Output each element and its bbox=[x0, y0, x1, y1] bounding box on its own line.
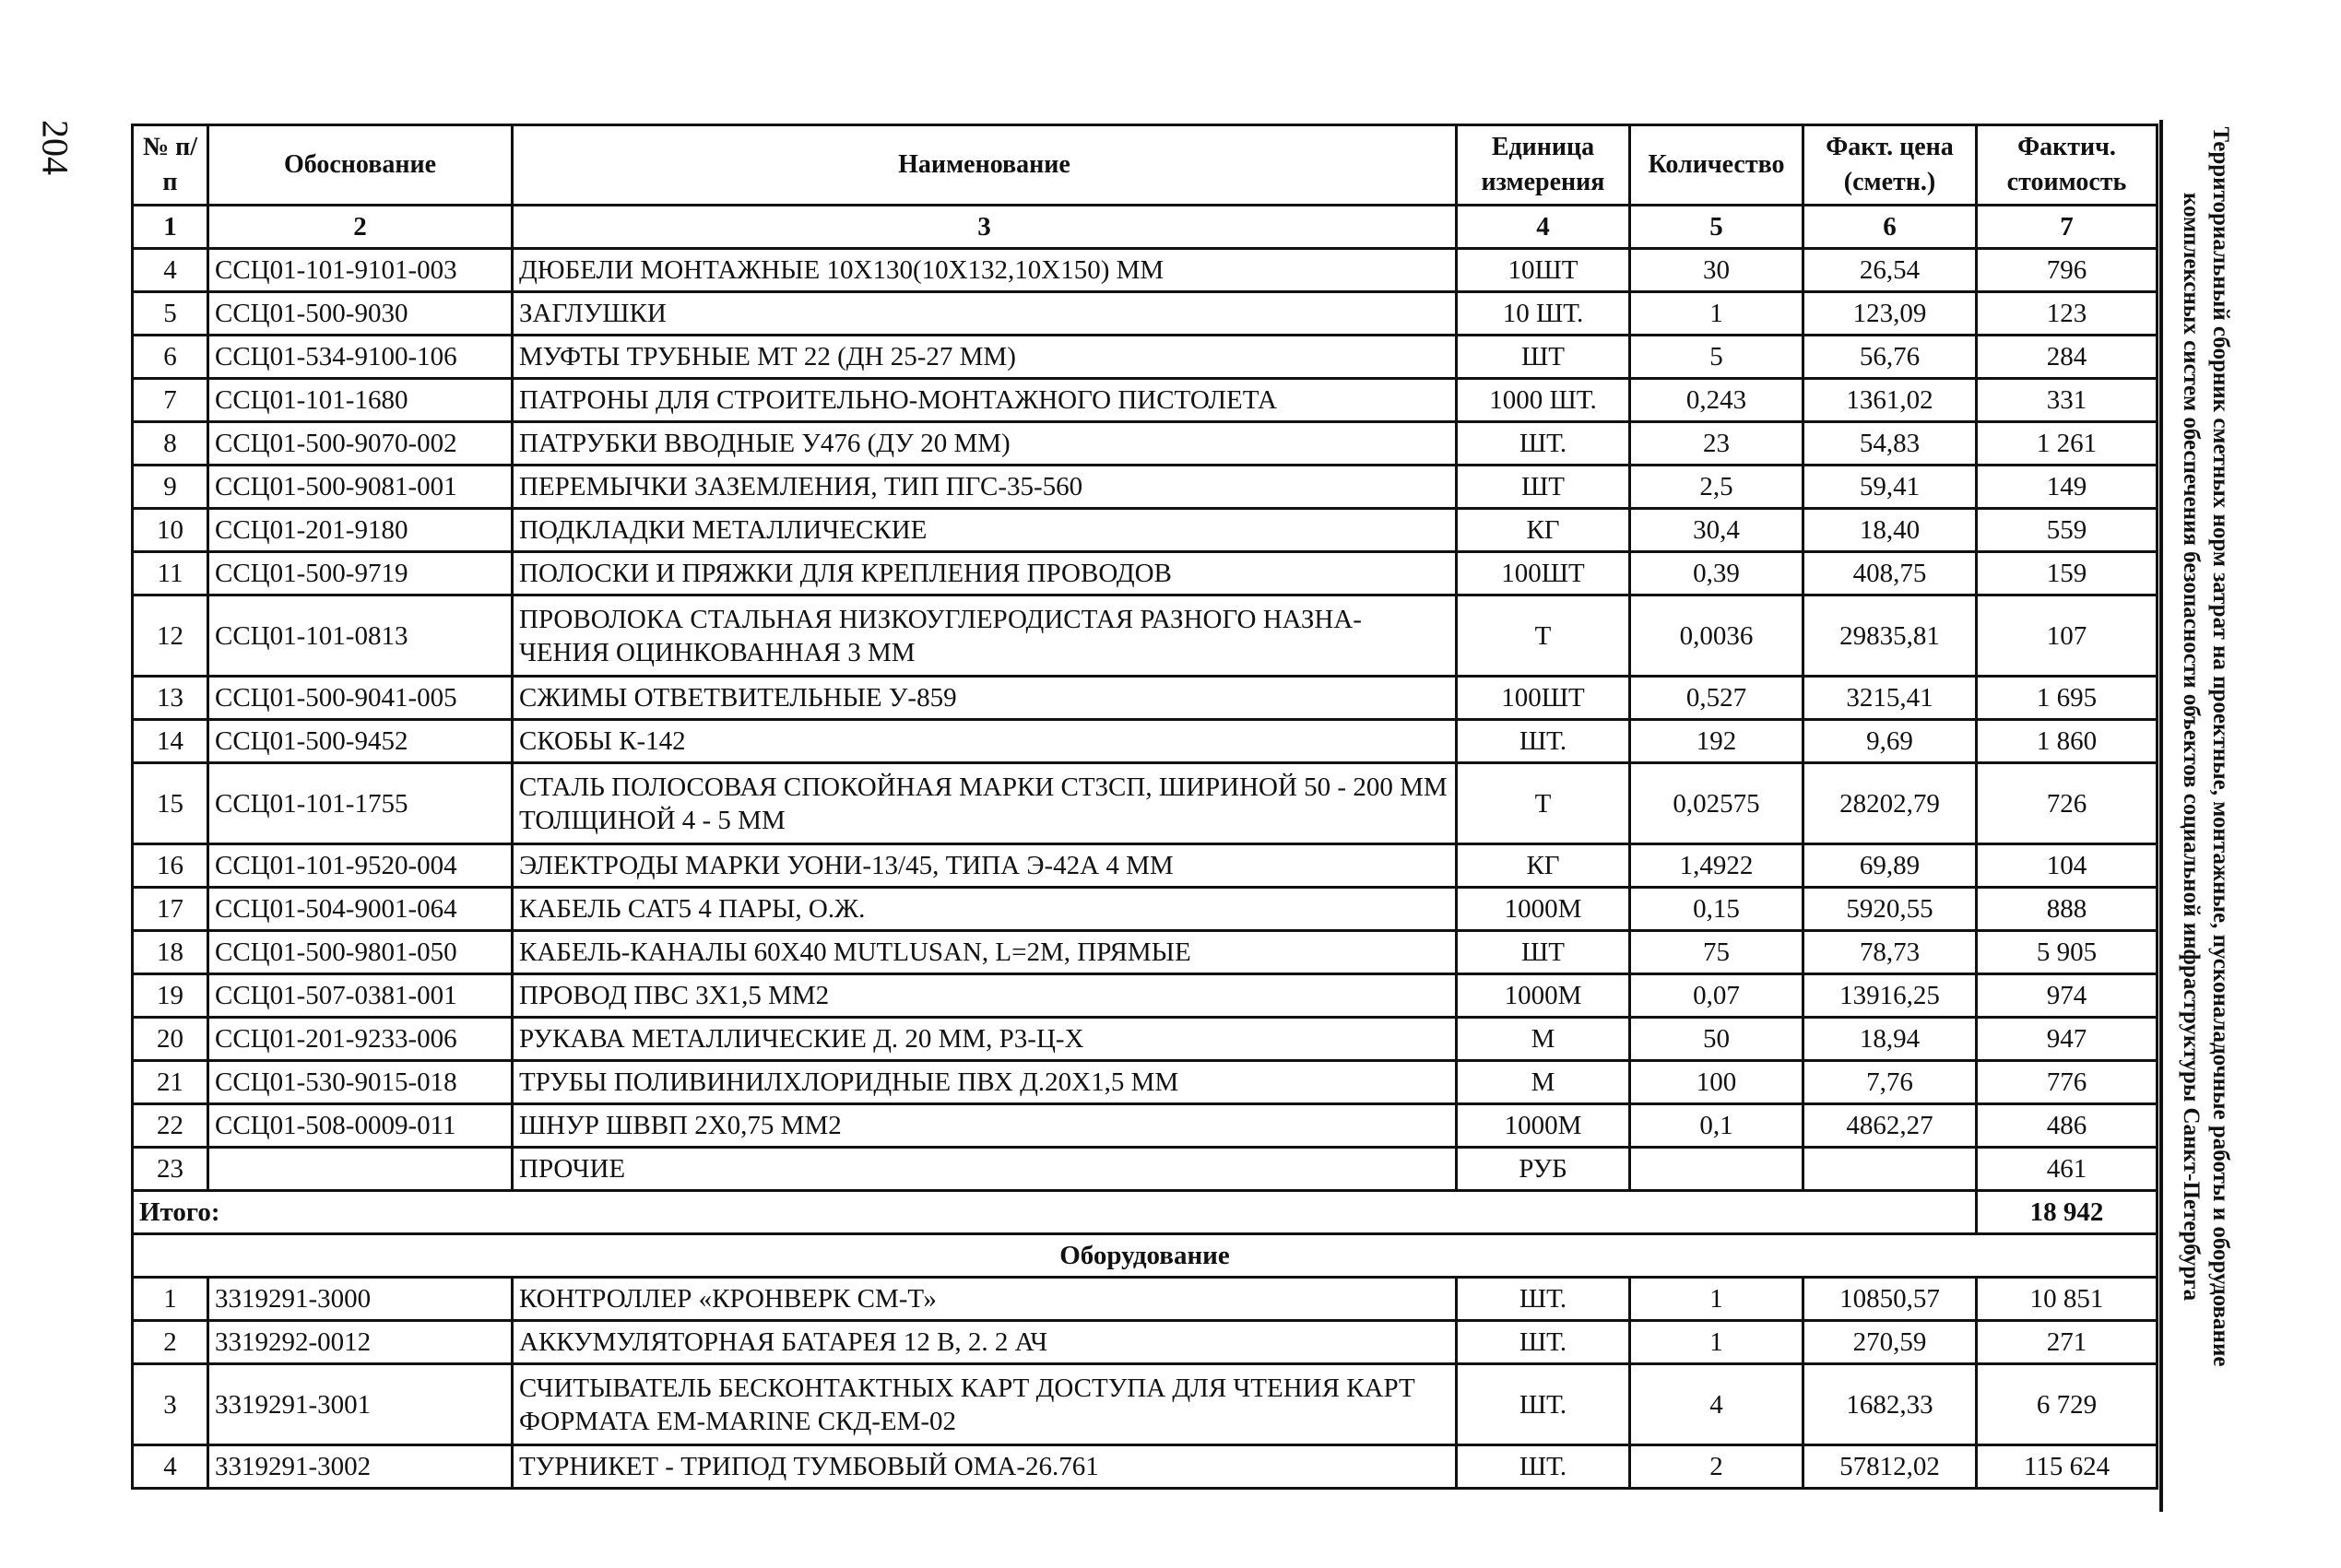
cell-name: РУКАВА МЕТАЛЛИЧЕСКИЕ Д. 20 ММ, Р3-Ц-Х bbox=[513, 1018, 1457, 1061]
cell-qty: 0,243 bbox=[1630, 379, 1803, 422]
cell-qty: 5 bbox=[1630, 336, 1803, 379]
cell-qty: 75 bbox=[1630, 931, 1803, 974]
cell-cost: 559 bbox=[1977, 509, 2158, 552]
table-row bbox=[133, 292, 2158, 336]
cell-unit: ШТ. bbox=[1457, 1445, 1630, 1489]
section-row bbox=[133, 1234, 2158, 1278]
cell-unit: КГ bbox=[1457, 844, 1630, 888]
cell-unit: М bbox=[1457, 1061, 1630, 1104]
column-number: 1 bbox=[133, 206, 208, 249]
cell-qty: 23 bbox=[1630, 422, 1803, 466]
cell-name: СКОБЫ К-142 bbox=[513, 720, 1457, 763]
column-number: 5 bbox=[1630, 206, 1803, 249]
cell-unit: ШТ bbox=[1457, 336, 1630, 379]
cell-cost: 776 bbox=[1977, 1061, 2158, 1104]
side-rule bbox=[2159, 120, 2163, 1512]
table-row bbox=[133, 1364, 2158, 1445]
cell-cost: 486 bbox=[1977, 1104, 2158, 1148]
cell-price: 9,69 bbox=[1803, 720, 1977, 763]
cell-num: 3 bbox=[133, 1364, 208, 1445]
cell-unit: РУБ bbox=[1457, 1148, 1630, 1191]
cell-unit: 1000М bbox=[1457, 888, 1630, 931]
cell-price: 408,75 bbox=[1803, 552, 1977, 595]
cell-unit: ШТ. bbox=[1457, 720, 1630, 763]
cell-basis: 3319291-3001 bbox=[208, 1364, 513, 1445]
cell-basis: ССЦ01-504-9001-064 bbox=[208, 888, 513, 931]
cell-basis: 3319291-3002 bbox=[208, 1445, 513, 1489]
cell-price: 123,09 bbox=[1803, 292, 1977, 336]
table-row bbox=[133, 249, 2158, 292]
cell-qty: 50 bbox=[1630, 1018, 1803, 1061]
header-row bbox=[133, 125, 2158, 206]
cell-unit: 100ШТ bbox=[1457, 552, 1630, 595]
cell-num: 5 bbox=[133, 292, 208, 336]
cell-qty bbox=[1630, 1148, 1803, 1191]
cell-qty: 1 bbox=[1630, 292, 1803, 336]
cell-cost: 159 bbox=[1977, 552, 2158, 595]
cell-basis: ССЦ01-101-0813 bbox=[208, 595, 513, 677]
cell-basis: ССЦ01-500-9719 bbox=[208, 552, 513, 595]
cell-num: 14 bbox=[133, 720, 208, 763]
cell-name: ПОЛОСКИ И ПРЯЖКИ ДЛЯ КРЕПЛЕНИЯ ПРОВОДОВ bbox=[513, 552, 1457, 595]
cell-cost: 6 729 bbox=[1977, 1364, 2158, 1445]
column-number: 7 bbox=[1977, 206, 2158, 249]
cell-unit: ШТ. bbox=[1457, 1321, 1630, 1364]
cell-qty: 30,4 bbox=[1630, 509, 1803, 552]
cell-name: СЖИМЫ ОТВЕТВИТЕЛЬНЫЕ У-859 bbox=[513, 677, 1457, 720]
cell-cost: 1 695 bbox=[1977, 677, 2158, 720]
cell-num: 4 bbox=[133, 1445, 208, 1489]
cell-name: АККУМУЛЯТОРНАЯ БАТАРЕЯ 12 В, 2. 2 АЧ bbox=[513, 1321, 1457, 1364]
cell-name: ПРОВОД ПВС 3Х1,5 ММ2 bbox=[513, 974, 1457, 1018]
cell-price: 270,59 bbox=[1803, 1321, 1977, 1364]
section-title-equipment: Оборудование bbox=[133, 1234, 2158, 1278]
cell-num: 11 bbox=[133, 552, 208, 595]
table-row bbox=[133, 888, 2158, 931]
table-row bbox=[133, 931, 2158, 974]
cell-price: 18,40 bbox=[1803, 509, 1977, 552]
cell-cost: 104 bbox=[1977, 844, 2158, 888]
cell-basis bbox=[208, 1148, 513, 1191]
cell-num: 10 bbox=[133, 509, 208, 552]
column-number: 2 bbox=[208, 206, 513, 249]
cell-unit: 1000М bbox=[1457, 1104, 1630, 1148]
cell-name: ТРУБЫ ПОЛИВИНИЛХЛОРИДНЫЕ ПВХ Д.20Х1,5 ММ bbox=[513, 1061, 1457, 1104]
header-cost: Фактич. стоимость bbox=[1977, 125, 2158, 206]
cell-name: ПОДКЛАДКИ МЕТАЛЛИЧЕСКИЕ bbox=[513, 509, 1457, 552]
cell-unit: 100ШТ bbox=[1457, 677, 1630, 720]
cell-name: КАБЕЛЬ-КАНАЛЫ 60Х40 MUTLUSAN, L=2М, ПРЯМЫЕ bbox=[513, 931, 1457, 974]
table-row bbox=[133, 974, 2158, 1018]
cell-basis: ССЦ01-500-9801-050 bbox=[208, 931, 513, 974]
cell-qty: 4 bbox=[1630, 1364, 1803, 1445]
cell-num: 18 bbox=[133, 931, 208, 974]
cell-name: КАБЕЛЬ CAT5 4 ПАРЫ, О.Ж. bbox=[513, 888, 1457, 931]
cell-basis: ССЦ01-201-9180 bbox=[208, 509, 513, 552]
cell-basis: ССЦ01-500-9070-002 bbox=[208, 422, 513, 466]
cell-basis: ССЦ01-101-9101-003 bbox=[208, 249, 513, 292]
cell-basis: ССЦ01-534-9100-106 bbox=[208, 336, 513, 379]
cell-basis: ССЦ01-500-9030 bbox=[208, 292, 513, 336]
total-label: Итого: bbox=[133, 1191, 1977, 1234]
cell-num: 20 bbox=[133, 1018, 208, 1061]
cell-price: 7,76 bbox=[1803, 1061, 1977, 1104]
cell-name: КОНТРОЛЛЕР «КРОНВЕРК СМ-Т» bbox=[513, 1278, 1457, 1321]
cell-num: 12 bbox=[133, 595, 208, 677]
cell-unit: 10 ШТ. bbox=[1457, 292, 1630, 336]
table-row bbox=[133, 422, 2158, 466]
cell-price: 1361,02 bbox=[1803, 379, 1977, 422]
cell-unit: Т bbox=[1457, 595, 1630, 677]
cell-cost: 461 bbox=[1977, 1148, 2158, 1191]
cell-name: МУФТЫ ТРУБНЫЕ МТ 22 (ДН 25-27 ММ) bbox=[513, 336, 1457, 379]
estimate-table bbox=[131, 124, 2158, 1490]
column-number-row bbox=[133, 206, 2158, 249]
table-row bbox=[133, 844, 2158, 888]
cell-qty: 0,1 bbox=[1630, 1104, 1803, 1148]
header-price: Факт. цена (сметн.) bbox=[1803, 125, 1977, 206]
cell-basis: ССЦ01-500-9041-005 bbox=[208, 677, 513, 720]
table-body bbox=[133, 206, 2158, 1489]
table-row bbox=[133, 720, 2158, 763]
cell-cost: 149 bbox=[1977, 466, 2158, 509]
cell-cost: 107 bbox=[1977, 595, 2158, 677]
cell-cost: 796 bbox=[1977, 249, 2158, 292]
cell-qty: 0,527 bbox=[1630, 677, 1803, 720]
cell-name: ШНУР ШВВП 2Х0,75 ММ2 bbox=[513, 1104, 1457, 1148]
cell-unit: ШТ. bbox=[1457, 1278, 1630, 1321]
cell-unit: 1000М bbox=[1457, 974, 1630, 1018]
cell-name: ДЮБЕЛИ МОНТАЖНЫЕ 10Х130(10Х132,10Х150) ММ bbox=[513, 249, 1457, 292]
cell-price: 13916,25 bbox=[1803, 974, 1977, 1018]
cell-name: ПРОВОЛОКА СТАЛЬНАЯ НИЗКОУГЛЕРОДИСТАЯ РАЗНОГО НАЗНА-ЧЕНИЯ ОЦИНКОВАННАЯ 3 ММ bbox=[513, 595, 1457, 677]
table-row bbox=[133, 1148, 2158, 1191]
cell-name: ЭЛЕКТРОДЫ МАРКИ УОНИ-13/45, ТИПА Э-42А 4 ММ bbox=[513, 844, 1457, 888]
cell-basis: ССЦ01-530-9015-018 bbox=[208, 1061, 513, 1104]
cell-price: 18,94 bbox=[1803, 1018, 1977, 1061]
cell-num: 4 bbox=[133, 249, 208, 292]
table-row bbox=[133, 1018, 2158, 1061]
cell-price: 69,89 bbox=[1803, 844, 1977, 888]
cell-unit: М bbox=[1457, 1018, 1630, 1061]
header-basis: Обоснование bbox=[208, 125, 513, 206]
cell-num: 6 bbox=[133, 336, 208, 379]
cell-cost: 888 bbox=[1977, 888, 2158, 931]
cell-qty: 0,0036 bbox=[1630, 595, 1803, 677]
table-row bbox=[133, 1061, 2158, 1104]
cell-qty: 0,39 bbox=[1630, 552, 1803, 595]
cell-num: 13 bbox=[133, 677, 208, 720]
cell-num: 9 bbox=[133, 466, 208, 509]
cell-qty: 1 bbox=[1630, 1321, 1803, 1364]
cell-num: 16 bbox=[133, 844, 208, 888]
cell-basis: 3319292-0012 bbox=[208, 1321, 513, 1364]
cell-cost: 726 bbox=[1977, 763, 2158, 844]
cell-qty: 192 bbox=[1630, 720, 1803, 763]
cell-qty: 30 bbox=[1630, 249, 1803, 292]
cell-num: 1 bbox=[133, 1278, 208, 1321]
cell-unit: ШТ. bbox=[1457, 1364, 1630, 1445]
cell-cost: 284 bbox=[1977, 336, 2158, 379]
cell-cost: 123 bbox=[1977, 292, 2158, 336]
cell-price: 57812,02 bbox=[1803, 1445, 1977, 1489]
column-number: 6 bbox=[1803, 206, 1977, 249]
cell-name: ПЕРЕМЫЧКИ ЗАЗЕМЛЕНИЯ, ТИП ПГС-35-560 bbox=[513, 466, 1457, 509]
cell-unit: КГ bbox=[1457, 509, 1630, 552]
table-row bbox=[133, 466, 2158, 509]
cell-name: ЗАГЛУШКИ bbox=[513, 292, 1457, 336]
cell-basis: ССЦ01-500-9452 bbox=[208, 720, 513, 763]
column-number: 3 bbox=[513, 206, 1457, 249]
cell-price: 26,54 bbox=[1803, 249, 1977, 292]
cell-basis: ССЦ01-508-0009-011 bbox=[208, 1104, 513, 1148]
cell-price: 78,73 bbox=[1803, 931, 1977, 974]
cell-qty: 0,15 bbox=[1630, 888, 1803, 931]
cell-cost: 271 bbox=[1977, 1321, 2158, 1364]
cell-unit: ШТ bbox=[1457, 931, 1630, 974]
cell-price bbox=[1803, 1148, 1977, 1191]
cell-num: 17 bbox=[133, 888, 208, 931]
cell-basis: ССЦ01-500-9081-001 bbox=[208, 466, 513, 509]
cell-cost: 1 860 bbox=[1977, 720, 2158, 763]
side-header-line-2: комплексных систем обеспечения безопасности объектов социальной инфраструктуры Санкт-Петербурга bbox=[2179, 192, 2204, 1302]
cell-basis: ССЦ01-507-0381-001 bbox=[208, 974, 513, 1018]
cell-cost: 5 905 bbox=[1977, 931, 2158, 974]
header-unit: Единица измерения bbox=[1457, 125, 1630, 206]
table-row bbox=[133, 677, 2158, 720]
cell-qty: 2 bbox=[1630, 1445, 1803, 1489]
cell-basis: 3319291-3000 bbox=[208, 1278, 513, 1321]
cell-name: ПАТРУБКИ ВВОДНЫЕ У476 (ДУ 20 ММ) bbox=[513, 422, 1457, 466]
cell-name: СЧИТЫВАТЕЛЬ БЕСКОНТАКТНЫХ КАРТ ДОСТУПА ДЛЯ ЧТЕНИЯ КАРТ ФОРМАТА EM-MARINE СКД-ЕМ-02 bbox=[513, 1364, 1457, 1445]
table-row bbox=[133, 509, 2158, 552]
cell-unit: ШТ. bbox=[1457, 422, 1630, 466]
cell-qty: 1 bbox=[1630, 1278, 1803, 1321]
side-header bbox=[2176, 55, 2235, 1438]
cell-unit: 1000 ШТ. bbox=[1457, 379, 1630, 422]
cell-name: СТАЛЬ ПОЛОСОВАЯ СПОКОЙНАЯ МАРКИ СТ3СП, ШИРИНОЙ 50 - 200 ММ ТОЛЩИНОЙ 4 - 5 ММ bbox=[513, 763, 1457, 844]
cell-price: 1682,33 bbox=[1803, 1364, 1977, 1445]
total-value: 18 942 bbox=[1977, 1191, 2158, 1234]
header-name: Наименование bbox=[513, 125, 1457, 206]
column-number: 4 bbox=[1457, 206, 1630, 249]
header-qty: Количество bbox=[1630, 125, 1803, 206]
cell-cost: 10 851 bbox=[1977, 1278, 2158, 1321]
cell-basis: ССЦ01-101-1755 bbox=[208, 763, 513, 844]
cell-num: 8 bbox=[133, 422, 208, 466]
cell-price: 3215,41 bbox=[1803, 677, 1977, 720]
header-num: № п/п bbox=[133, 125, 208, 206]
cell-qty: 0,07 bbox=[1630, 974, 1803, 1018]
cell-price: 59,41 bbox=[1803, 466, 1977, 509]
cell-name: ПРОЧИЕ bbox=[513, 1148, 1457, 1191]
cell-unit: Т bbox=[1457, 763, 1630, 844]
cell-num: 23 bbox=[133, 1148, 208, 1191]
cell-basis: ССЦ01-101-1680 bbox=[208, 379, 513, 422]
table-row bbox=[133, 552, 2158, 595]
table-row bbox=[133, 379, 2158, 422]
table-row bbox=[133, 1445, 2158, 1489]
cell-num: 15 bbox=[133, 763, 208, 844]
cell-cost: 115 624 bbox=[1977, 1445, 2158, 1489]
table-row bbox=[133, 336, 2158, 379]
page-number: 204 bbox=[34, 120, 77, 175]
cell-price: 28202,79 bbox=[1803, 763, 1977, 844]
cell-qty: 1,4922 bbox=[1630, 844, 1803, 888]
cell-num: 22 bbox=[133, 1104, 208, 1148]
total-row bbox=[133, 1191, 2158, 1234]
cell-basis: ССЦ01-201-9233-006 bbox=[208, 1018, 513, 1061]
cell-num: 7 bbox=[133, 379, 208, 422]
cell-qty: 0,02575 bbox=[1630, 763, 1803, 844]
table-row bbox=[133, 1104, 2158, 1148]
cell-cost: 1 261 bbox=[1977, 422, 2158, 466]
cell-name: ТУРНИКЕТ - ТРИПОД ТУМБОВЫЙ ОМА-26.761 bbox=[513, 1445, 1457, 1489]
cell-num: 19 bbox=[133, 974, 208, 1018]
side-header-line-1: Территориальный сборник сметных норм затрат на проектные, монтажные, пусконаладочные работы и оборудование bbox=[2208, 126, 2233, 1367]
cell-price: 5920,55 bbox=[1803, 888, 1977, 931]
cell-cost: 947 bbox=[1977, 1018, 2158, 1061]
cell-name: ПАТРОНЫ ДЛЯ СТРОИТЕЛЬНО-МОНТАЖНОГО ПИСТОЛЕТА bbox=[513, 379, 1457, 422]
cell-price: 56,76 bbox=[1803, 336, 1977, 379]
table-row bbox=[133, 1278, 2158, 1321]
cell-price: 4862,27 bbox=[1803, 1104, 1977, 1148]
cell-price: 29835,81 bbox=[1803, 595, 1977, 677]
cell-cost: 974 bbox=[1977, 974, 2158, 1018]
table-row bbox=[133, 595, 2158, 677]
cell-unit: ШТ bbox=[1457, 466, 1630, 509]
table-row bbox=[133, 763, 2158, 844]
cell-unit: 10ШТ bbox=[1457, 249, 1630, 292]
cell-qty: 2,5 bbox=[1630, 466, 1803, 509]
cell-qty: 100 bbox=[1630, 1061, 1803, 1104]
cell-price: 10850,57 bbox=[1803, 1278, 1977, 1321]
cell-num: 2 bbox=[133, 1321, 208, 1364]
table-row bbox=[133, 1321, 2158, 1364]
cell-price: 54,83 bbox=[1803, 422, 1977, 466]
cell-basis: ССЦ01-101-9520-004 bbox=[208, 844, 513, 888]
cell-num: 21 bbox=[133, 1061, 208, 1104]
cell-cost: 331 bbox=[1977, 379, 2158, 422]
